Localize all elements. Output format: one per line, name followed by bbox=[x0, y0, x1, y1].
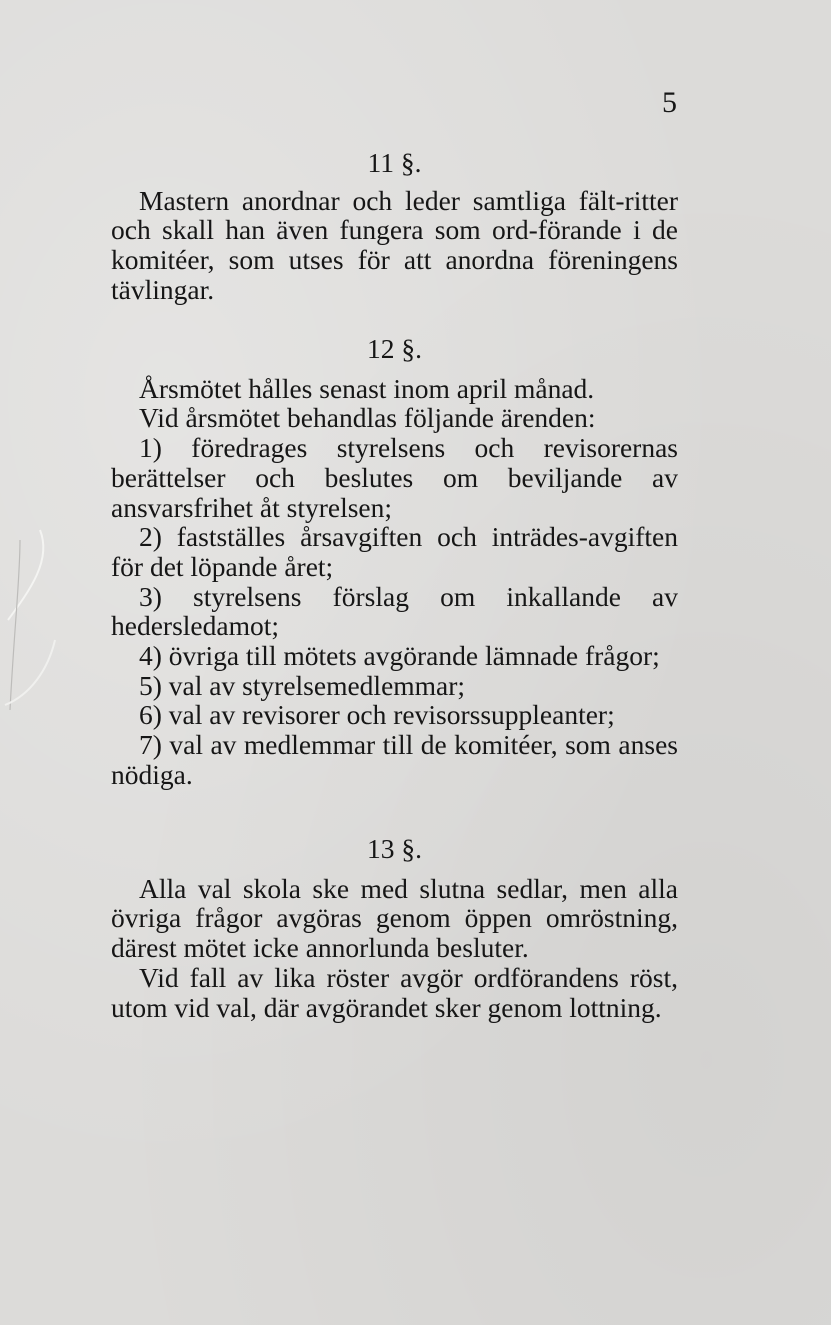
paragraph: Alla val skola ske med slutna sedlar, men alla övriga frågor avgöras genom öppen omröstning, därest mötet icke annorlunda besluter. bbox=[111, 872, 678, 964]
section-11 bbox=[111, 148, 678, 305]
list-item: 6) val av revisorer och revisorssuppleanter; bbox=[139, 699, 615, 731]
paragraph: Mastern anordnar och leder samtliga fält-ritter och skall han även fungera som ord-förande i de komitéer, som utses för att anordna föreningens tävlingar. bbox=[111, 184, 678, 305]
paper-crease-mark bbox=[0, 520, 70, 720]
list-item: 3) styrelsens förslag om inkallande av hedersledamot; bbox=[111, 580, 678, 642]
section-12 bbox=[111, 334, 678, 790]
section-heading: 12 §. bbox=[367, 333, 422, 364]
list-item: 1) föredrages styrelsens och revisorernas berättelser och beslutes om beviljande av ansvarsfrihet åt styrelsen; bbox=[111, 432, 678, 523]
list-item: 4) övriga till mötets avgörande lämnade frågor; bbox=[139, 640, 660, 672]
list-item: 5) val av styrelsemedlemmar; bbox=[139, 669, 466, 701]
list-item: 2) fastställes årsavgiften och inträdes-avgiften för det löpande året; bbox=[111, 521, 678, 582]
paragraph: Årsmötet hålles senast inom april månad. bbox=[139, 372, 595, 404]
paragraph: Vid fall av lika röster avgör ordförandens röst, utom vid val, där avgörandet sker genom lottning. bbox=[111, 961, 678, 1023]
list-item: 7) val av medlemmar till de komitéer, som anses nödiga. bbox=[111, 729, 678, 790]
section-13 bbox=[111, 834, 678, 1022]
page-number: 5 bbox=[662, 86, 677, 119]
section-heading: 11 §. bbox=[367, 147, 422, 178]
section-heading: 13 §. bbox=[367, 833, 422, 864]
paragraph: Vid årsmötet behandlas följande ärenden: bbox=[139, 402, 596, 434]
